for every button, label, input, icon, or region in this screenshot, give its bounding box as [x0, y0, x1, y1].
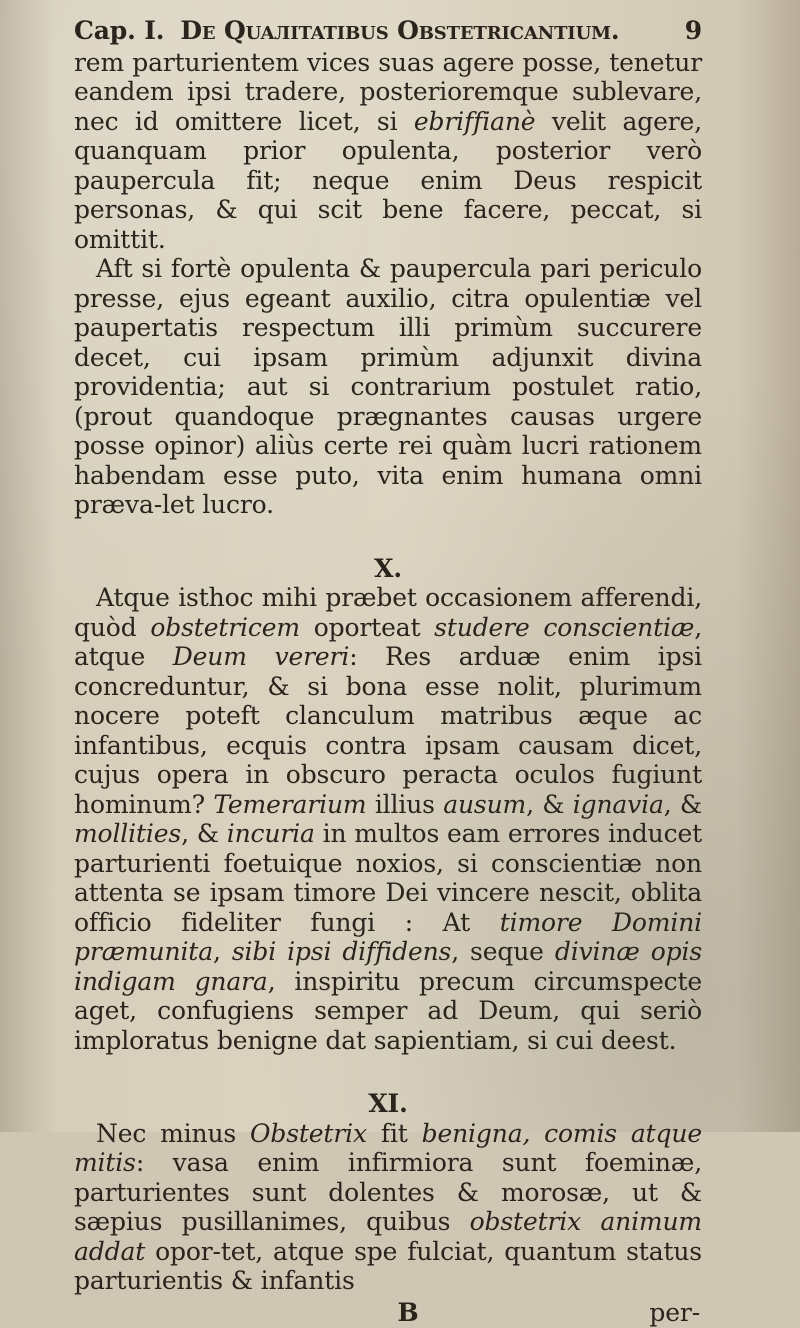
page-text — [74, 16, 702, 1328]
page-number: 9 — [684, 16, 702, 45]
paragraph-continuation: rem parturientem vices suas agere posse, tenetur eandem ipsi tradere, posterioremque sublevare, nec id omittere licet, si ebriffianè velit agere, quanquam prior opulenta, posterior verò paupercula fit; neque enim Deus respicit personas, & qui scit bene facere, peccat, si omittit. — [74, 47, 702, 254]
catchword: per- — [649, 1298, 700, 1327]
signature-mark: B — [397, 1297, 419, 1327]
paragraph-poor-and-rich: Aft si fortè opulenta & paupercula pari periculo presse, ejus egeant auxilio, citra opulentiæ vel paupertatis respectum illi primùm succurere decet, cui ipsam primùm adjunxit divina providentia; aut si contrarium postulet ratio, (prout quandoque prægnantes causas urgere posse opinor) aliùs certe rei quàm lucri rationem habendam esse puto, vita enim humana omni præva-let lucro. — [74, 254, 702, 519]
running-head — [74, 16, 702, 46]
section-numeral-xi: XI. — [368, 1089, 408, 1118]
running-head-chapter: Cap. I. — [74, 16, 165, 45]
paragraph-section-x: Atque isthoc mihi præbet occasionem afferendi, quòd obstetricem oporteat studere conscientiæ, atque Deum vereri: Res arduæ enim ipsi concreduntur, & si bona esse nolit, plurimum nocere poteft clanculum matribus æque ac infantibus, ecquis contra ipsam causam dicet, cujus opera in obscuro peracta oculos fugiunt hominum? Temerarium illius ausum, & ignavia, & mollities, & incuria in multos eam errores inducet parturienti foetuique noxios, si conscientiæ non attenta se ipsam timore Dei vincere nescit, oblita officio fideliter fungi : At timore Domini præmunita, sibi ipsi diffidens, seque divinæ opis indigam gnara, inspiritu precum circumspecte aget, confugiens semper ad Deum, qui seriò imploratus benigne dat sapientiam, si cui deest. — [74, 583, 703, 1055]
running-head-title: De Quaлitatibus Obstetricantium. — [180, 16, 620, 45]
section-numeral-x: X. — [374, 553, 402, 583]
paragraph-section-xi: Nec minus Obstetrix fit benigna, comis atque mitis: vasa enim infirmiora sunt foeminæ, parturientes sunt dolentes & morosæ, ut & sæpius pusillanimes, quibus obstetrix animum addat opor-tet, atque spe fulciat, quantum status parturientis & infantis — [74, 1118, 702, 1295]
